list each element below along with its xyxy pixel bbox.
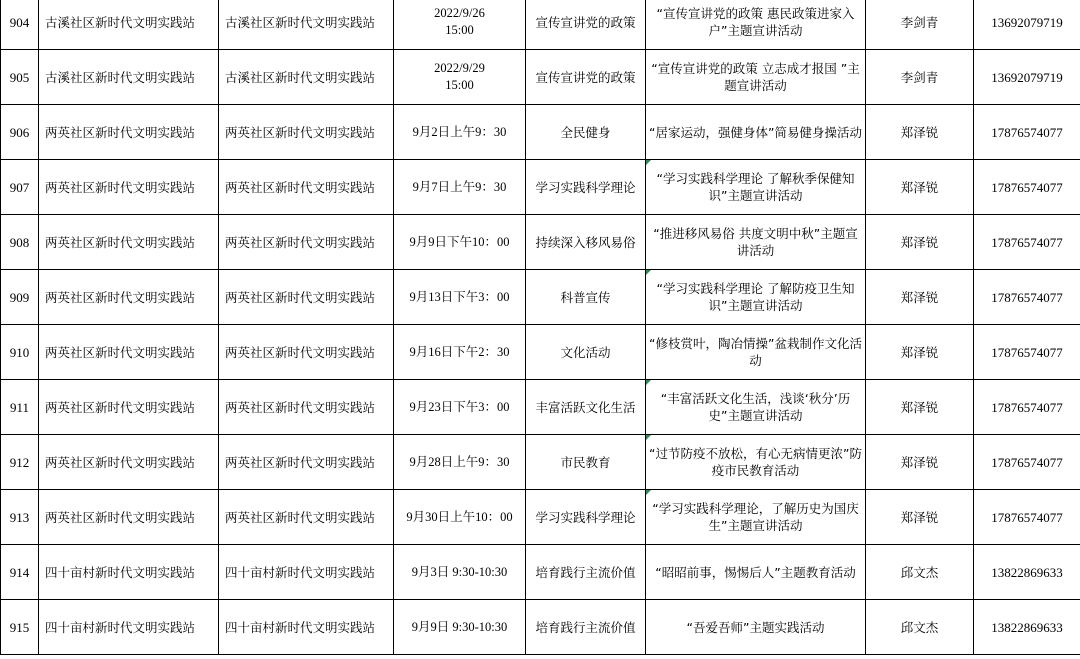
contact-cell — [866, 270, 974, 325]
topic-cell — [646, 160, 866, 215]
category-cell — [526, 435, 646, 490]
table-row — [1, 270, 1080, 325]
category-cell — [526, 380, 646, 435]
topic-cell — [646, 435, 866, 490]
category-cell-text: 持续深入移风易俗 — [535, 234, 636, 250]
contact-cell — [866, 435, 974, 490]
time-cell — [394, 325, 526, 380]
station-cell — [219, 435, 394, 490]
row-number-cell-text: 915 — [9, 619, 30, 635]
contact-cell — [866, 545, 974, 600]
community-cell-text: 两英社区新时代文明实践站 — [45, 509, 196, 525]
contact-cell — [866, 380, 974, 435]
station-cell — [219, 0, 394, 50]
table-row — [1, 105, 1080, 160]
row-number-cell — [1, 490, 39, 545]
phone-cell-text: 17876574077 — [991, 344, 1063, 360]
topic-cell — [646, 545, 866, 600]
table-row — [1, 435, 1080, 490]
phone-cell — [974, 435, 1080, 490]
community-cell — [39, 160, 219, 215]
community-cell — [39, 325, 219, 380]
row-number-cell — [1, 270, 39, 325]
contact-cell-text: 郑泽锐 — [900, 509, 939, 525]
community-cell — [39, 490, 219, 545]
contact-cell-text: 郑泽锐 — [900, 179, 939, 195]
topic-cell-text: “居家运动，强健身体”简易健身操活动 — [649, 124, 862, 140]
phone-cell-text: 17876574077 — [991, 234, 1063, 250]
station-cell-text: 两英社区新时代文明实践站 — [225, 179, 376, 195]
community-cell-text: 两英社区新时代文明实践站 — [45, 344, 196, 360]
category-cell-text: 市民教育 — [560, 454, 611, 470]
time-cell — [394, 490, 526, 545]
activity-table-body — [1, 0, 1080, 655]
topic-cell-text: “昭昭前事，惕惕后人”主题教育活动 — [655, 564, 856, 580]
row-number-cell — [1, 0, 39, 50]
phone-cell-text: 17876574077 — [991, 179, 1063, 195]
contact-cell — [866, 160, 974, 215]
phone-cell-text: 17876574077 — [991, 454, 1063, 470]
row-number-cell — [1, 545, 39, 600]
time-cell — [394, 435, 526, 490]
contact-cell-text: 郑泽锐 — [900, 399, 939, 415]
row-number-cell-text: 904 — [9, 14, 30, 30]
table-row — [1, 0, 1080, 50]
category-cell-text: 丰富活跃文化生活 — [535, 399, 636, 415]
row-number-cell-text: 905 — [9, 69, 30, 85]
time-cell-text: 9月9日 9:30-10:30 — [411, 619, 508, 634]
community-cell-text: 两英社区新时代文明实践站 — [45, 454, 196, 470]
row-number-cell-text: 908 — [9, 234, 30, 250]
station-cell — [219, 380, 394, 435]
row-number-cell — [1, 380, 39, 435]
topic-cell-text: “丰富活跃文化生活，浅谈‘秋分’历史”主题宣讲活动 — [660, 391, 851, 423]
category-cell-text: 文化活动 — [560, 344, 611, 360]
phone-cell — [974, 160, 1080, 215]
category-cell-text: 宣传宣讲党的政策 — [535, 69, 636, 85]
table-row — [1, 545, 1080, 600]
phone-cell-text: 13822869633 — [991, 619, 1063, 635]
station-cell — [219, 215, 394, 270]
phone-cell-text: 13822869633 — [991, 564, 1063, 580]
station-cell — [219, 270, 394, 325]
table-row — [1, 215, 1080, 270]
category-cell-text: 学习实践科学理论 — [535, 179, 636, 195]
topic-cell — [646, 215, 866, 270]
comment-marker-icon — [646, 270, 651, 275]
phone-cell-text: 17876574077 — [991, 124, 1063, 140]
topic-cell-text: “学习实践科学理论，了解历史为国庆生”主题宣讲活动 — [652, 501, 859, 533]
phone-cell-text: 17876574077 — [991, 509, 1063, 525]
phone-cell-text: 17876574077 — [991, 399, 1063, 415]
time-cell — [394, 600, 526, 655]
row-number-cell-text: 910 — [9, 344, 30, 360]
phone-cell — [974, 380, 1080, 435]
topic-cell-text: “吾爱吾师”主题实践活动 — [686, 619, 825, 635]
row-number-cell — [1, 600, 39, 655]
table-row — [1, 600, 1080, 655]
phone-cell — [974, 215, 1080, 270]
row-number-cell-text: 907 — [9, 179, 30, 195]
category-cell-text: 学习实践科学理论 — [535, 509, 636, 525]
topic-cell-text: “学习实践科学理论 了解防疫卫生知识”主题宣讲活动 — [656, 281, 855, 313]
station-cell — [219, 160, 394, 215]
station-cell-text: 四十亩村新时代文明实践站 — [225, 619, 376, 635]
station-cell-text: 四十亩村新时代文明实践站 — [225, 564, 376, 580]
comment-marker-icon — [646, 160, 651, 165]
contact-cell — [866, 215, 974, 270]
contact-cell-text: 邱文杰 — [900, 619, 939, 635]
topic-cell-text: “宣传宣讲党的政策 惠民政策进家入户”主题宣讲活动 — [656, 6, 855, 38]
row-number-cell — [1, 50, 39, 105]
topic-cell — [646, 325, 866, 380]
row-number-cell-text: 909 — [9, 289, 30, 305]
community-cell — [39, 0, 219, 50]
topic-cell-text: “过节防疫不放松，有心无病情更浓”防疫市民教育活动 — [649, 446, 862, 478]
phone-cell — [974, 600, 1080, 655]
row-number-cell — [1, 105, 39, 160]
contact-cell — [866, 490, 974, 545]
row-number-cell — [1, 435, 39, 490]
topic-cell — [646, 490, 866, 545]
time-cell — [394, 545, 526, 600]
contact-cell — [866, 600, 974, 655]
category-cell — [526, 215, 646, 270]
category-cell — [526, 270, 646, 325]
phone-cell-text: 13692079719 — [991, 14, 1063, 30]
topic-cell — [646, 380, 866, 435]
phone-cell — [974, 490, 1080, 545]
station-cell-text: 两英社区新时代文明实践站 — [225, 234, 376, 250]
station-cell-text: 两英社区新时代文明实践站 — [225, 509, 376, 525]
time-cell — [394, 270, 526, 325]
row-number-cell — [1, 215, 39, 270]
topic-cell — [646, 105, 866, 160]
table-row — [1, 490, 1080, 545]
contact-cell-text: 郑泽锐 — [900, 124, 939, 140]
station-cell-text: 两英社区新时代文明实践站 — [225, 289, 376, 305]
row-number-cell — [1, 325, 39, 380]
row-number-cell-text: 911 — [9, 399, 30, 415]
station-cell — [219, 545, 394, 600]
contact-cell-text: 郑泽锐 — [900, 344, 939, 360]
table-row — [1, 160, 1080, 215]
topic-cell-text: “推进移风易俗 共度文明中秋”主题宣讲活动 — [653, 226, 858, 258]
time-cell-text: 2022/9/29 15:00 — [434, 61, 485, 92]
contact-cell-text: 郑泽锐 — [900, 234, 939, 250]
contact-cell-text: 李剑青 — [900, 14, 939, 30]
time-cell-text: 9月7日上午9：30 — [412, 179, 507, 194]
time-cell-text: 9月9日下午10：00 — [409, 234, 510, 249]
station-cell-text: 两英社区新时代文明实践站 — [225, 454, 376, 470]
time-cell — [394, 160, 526, 215]
time-cell-text: 9月3日 9:30-10:30 — [411, 564, 508, 579]
station-cell — [219, 600, 394, 655]
time-cell-text: 2022/9/26 15:00 — [434, 6, 485, 37]
row-number-cell-text: 914 — [9, 564, 30, 580]
station-cell-text: 古溪社区新时代文明实践站 — [225, 14, 376, 30]
topic-cell — [646, 0, 866, 50]
topic-cell-text: “修枝赏叶，陶冶情操”盆栽制作文化活动 — [649, 336, 862, 368]
row-number-cell — [1, 160, 39, 215]
community-cell-text: 两英社区新时代文明实践站 — [45, 179, 196, 195]
category-cell — [526, 50, 646, 105]
time-cell-text: 9月13日下午3：00 — [409, 289, 510, 304]
category-cell — [526, 545, 646, 600]
category-cell-text: 宣传宣讲党的政策 — [535, 14, 636, 30]
topic-cell-text: “学习实践科学理论 了解秋季保健知识”主题宣讲活动 — [656, 171, 855, 203]
station-cell — [219, 325, 394, 380]
topic-cell — [646, 50, 866, 105]
time-cell-text: 9月28日上午9：30 — [409, 454, 510, 469]
time-cell-text: 9月2日上午9：30 — [412, 124, 507, 139]
contact-cell — [866, 105, 974, 160]
station-cell — [219, 105, 394, 160]
community-cell — [39, 105, 219, 160]
contact-cell-text: 郑泽锐 — [900, 289, 939, 305]
contact-cell-text: 郑泽锐 — [900, 454, 939, 470]
phone-cell — [974, 105, 1080, 160]
contact-cell-text: 李剑青 — [900, 69, 939, 85]
community-cell — [39, 270, 219, 325]
category-cell-text: 全民健身 — [560, 124, 611, 140]
category-cell — [526, 490, 646, 545]
community-cell-text: 两英社区新时代文明实践站 — [45, 234, 196, 250]
topic-cell — [646, 600, 866, 655]
row-number-cell-text: 906 — [9, 124, 30, 140]
table-row — [1, 380, 1080, 435]
station-cell-text: 古溪社区新时代文明实践站 — [225, 69, 376, 85]
contact-cell — [866, 50, 974, 105]
station-cell-text: 两英社区新时代文明实践站 — [225, 399, 376, 415]
community-cell-text: 两英社区新时代文明实践站 — [45, 289, 196, 305]
category-cell — [526, 600, 646, 655]
station-cell — [219, 490, 394, 545]
community-cell-text: 两英社区新时代文明实践站 — [45, 124, 196, 140]
row-number-cell-text: 912 — [9, 454, 30, 470]
contact-cell-text: 邱文杰 — [900, 564, 939, 580]
time-cell — [394, 215, 526, 270]
community-cell-text: 四十亩村新时代文明实践站 — [45, 619, 196, 635]
category-cell-text: 培育践行主流价值 — [535, 564, 636, 580]
time-cell — [394, 105, 526, 160]
category-cell-text: 培育践行主流价值 — [535, 619, 636, 635]
comment-marker-icon — [646, 435, 651, 440]
comment-marker-icon — [646, 490, 651, 495]
community-cell-text: 两英社区新时代文明实践站 — [45, 399, 196, 415]
time-cell-text: 9月23日下午3：00 — [409, 399, 510, 414]
category-cell — [526, 160, 646, 215]
phone-cell — [974, 545, 1080, 600]
community-cell — [39, 435, 219, 490]
community-cell — [39, 545, 219, 600]
station-cell-text: 两英社区新时代文明实践站 — [225, 344, 376, 360]
community-cell — [39, 600, 219, 655]
comment-marker-icon — [646, 380, 651, 385]
category-cell — [526, 105, 646, 160]
category-cell — [526, 325, 646, 380]
time-cell-text: 9月30日上午10：00 — [406, 509, 513, 524]
time-cell-text: 9月16日下午2：30 — [409, 344, 510, 359]
time-cell — [394, 380, 526, 435]
community-cell — [39, 50, 219, 105]
phone-cell-text: 13692079719 — [991, 69, 1063, 85]
community-cell-text: 四十亩村新时代文明实践站 — [45, 564, 196, 580]
time-cell — [394, 50, 526, 105]
table-row — [1, 50, 1080, 105]
contact-cell — [866, 0, 974, 50]
phone-cell — [974, 325, 1080, 380]
phone-cell — [974, 0, 1080, 50]
community-cell-text: 古溪社区新时代文明实践站 — [45, 14, 196, 30]
phone-cell — [974, 50, 1080, 105]
community-cell — [39, 380, 219, 435]
topic-cell — [646, 270, 866, 325]
category-cell — [526, 0, 646, 50]
station-cell-text: 两英社区新时代文明实践站 — [225, 124, 376, 140]
contact-cell — [866, 325, 974, 380]
row-number-cell-text: 913 — [9, 509, 30, 525]
station-cell — [219, 50, 394, 105]
category-cell-text: 科普宣传 — [560, 289, 611, 305]
phone-cell — [974, 270, 1080, 325]
community-cell — [39, 215, 219, 270]
table-row — [1, 325, 1080, 380]
time-cell — [394, 0, 526, 50]
community-cell-text: 古溪社区新时代文明实践站 — [45, 69, 196, 85]
phone-cell-text: 17876574077 — [991, 289, 1063, 305]
topic-cell-text: “宣传宣讲党的政策 立志成才报国 ”主题宣讲活动 — [651, 61, 860, 93]
